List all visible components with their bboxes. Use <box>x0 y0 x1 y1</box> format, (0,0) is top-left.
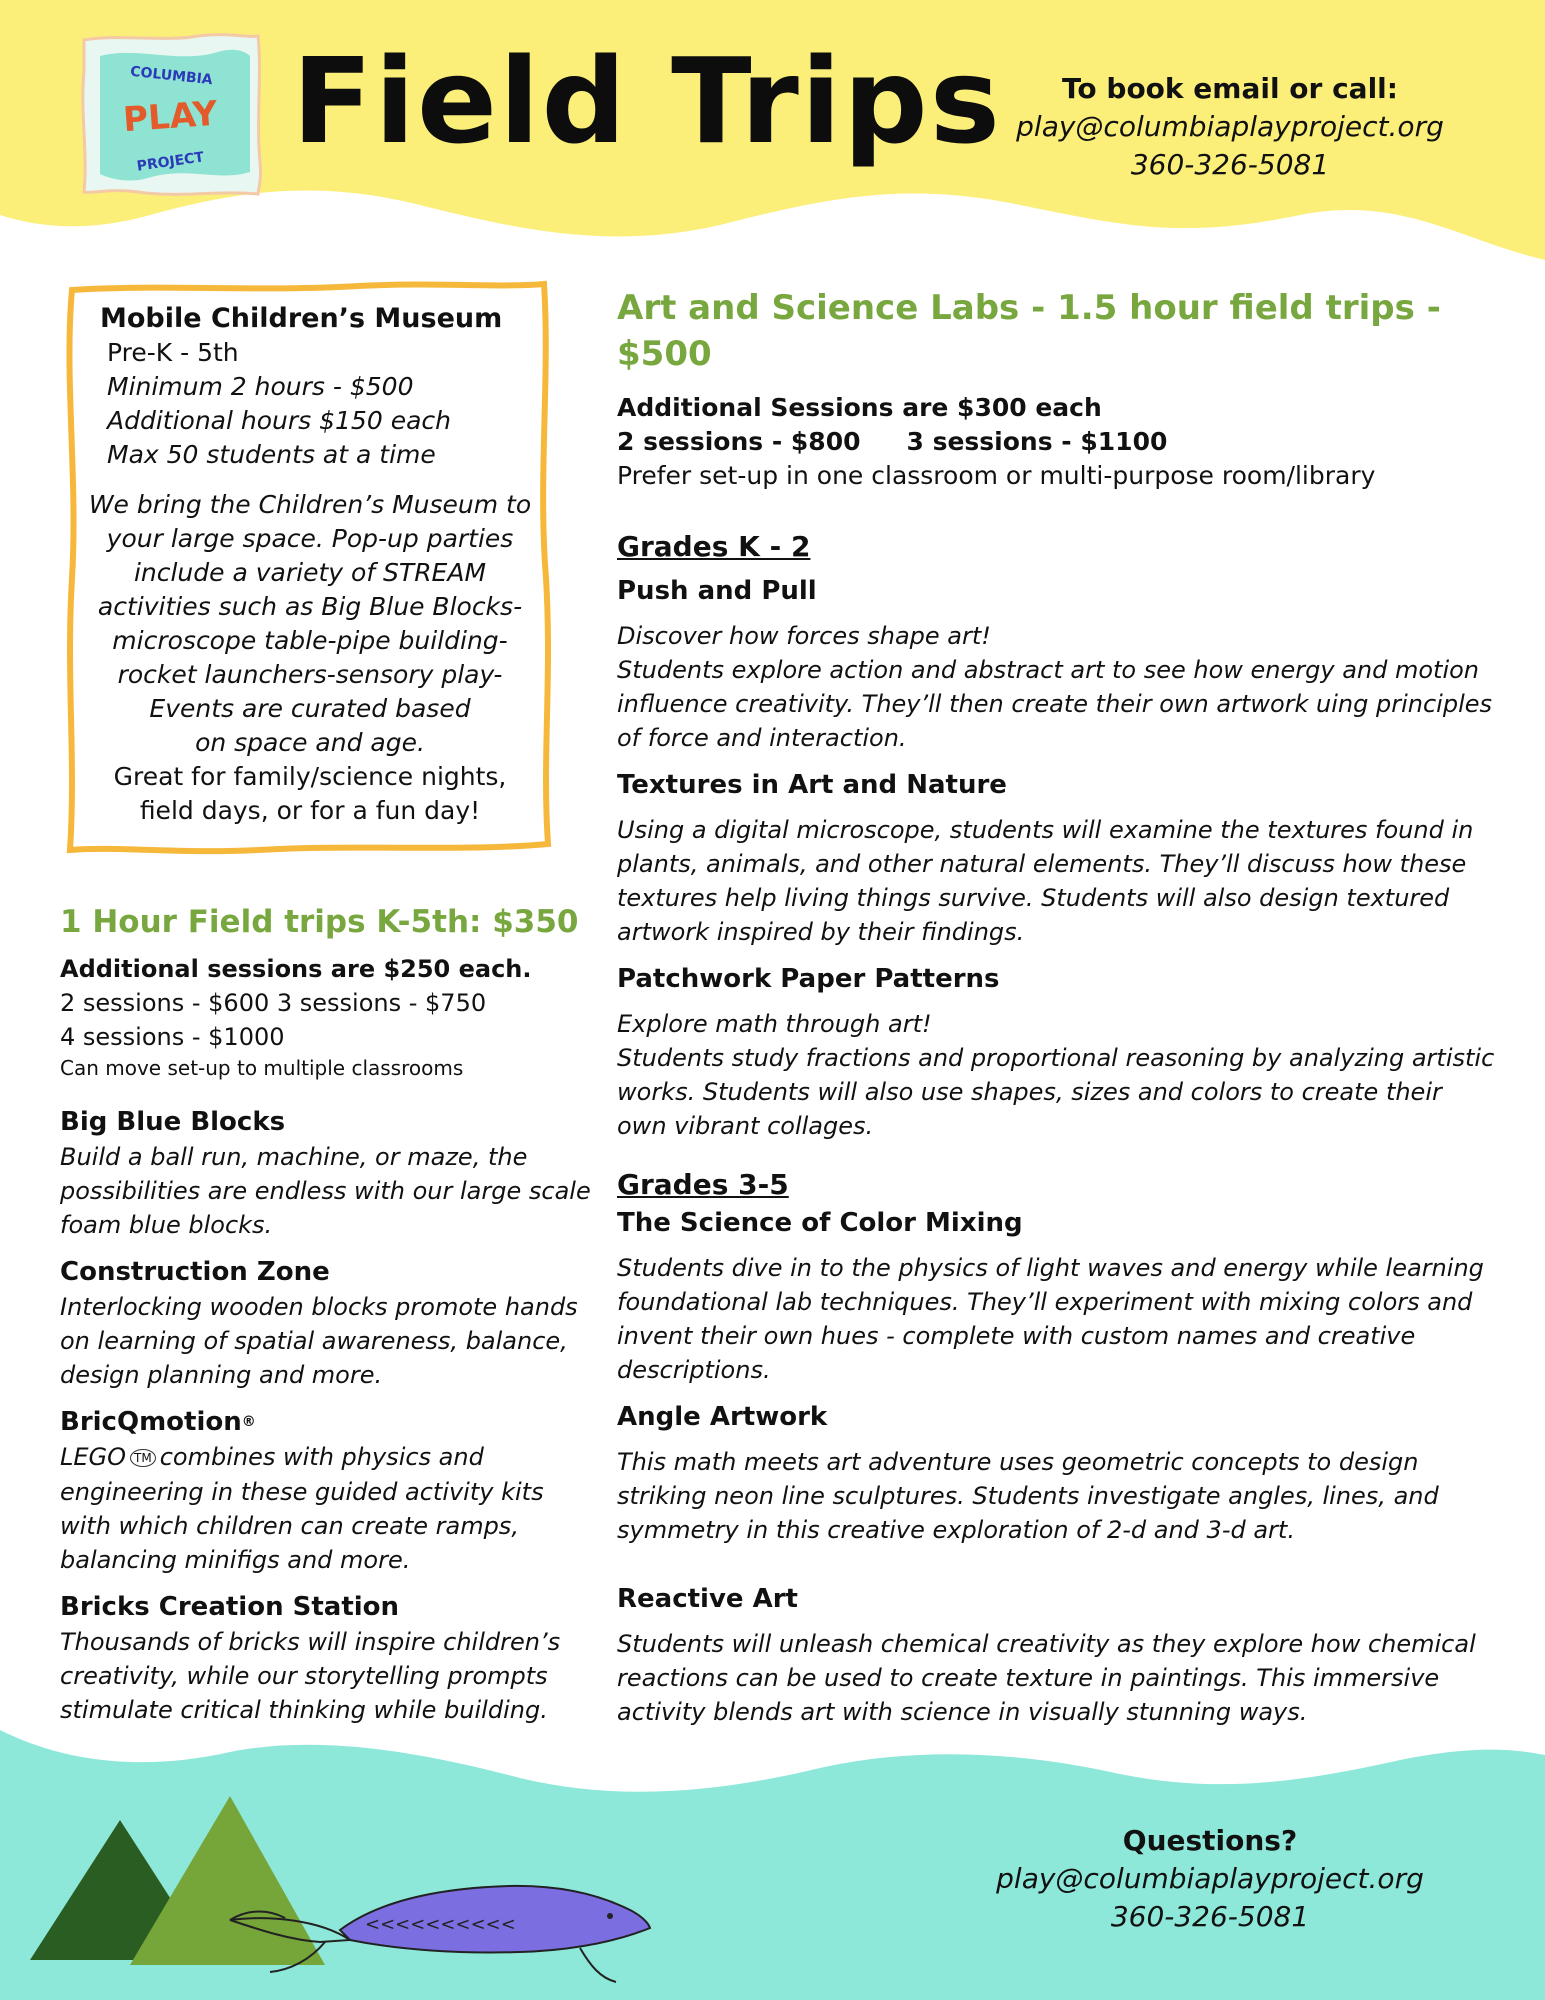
lab-description: Discover how forces shape art! Students explore action and abstract art to see how energy and motion influence creativity. They’ll then create their own artwork uing principles of force and interaction. <box>617 622 1493 752</box>
labs-pricing <box>617 425 1497 459</box>
activity-title: Big Blue Blocks <box>60 1107 286 1137</box>
museum-description <box>80 488 540 828</box>
museum-desc-line: activities such as Big Blue Blocks- <box>97 592 523 621</box>
logo-text-play: PLAY <box>121 93 219 141</box>
lab-title: Textures in Art and Nature <box>617 770 1007 800</box>
museum-max: Max 50 students at a time <box>107 440 436 469</box>
lab-title: Patchwork Paper Patterns <box>617 964 1000 994</box>
booking-email-link[interactable]: play@columbiaplayproject.org <box>1016 110 1444 143</box>
footer-email-link[interactable]: play@columbiaplayproject.org <box>996 1862 1424 1895</box>
logo-text-columbia: COLUMBIA <box>129 63 214 89</box>
activity-description: Interlocking wooden blocks promote hands on learning of spatial awareness, balance, design planning and more. <box>60 1293 578 1389</box>
mobile-museum-section <box>80 302 540 828</box>
activity-description: Build a ball run, machine, or maze, the possibilities are endless with our large scale foam blue blocks. <box>60 1143 591 1239</box>
footer-phone-link[interactable]: 360-326-5081 <box>1110 1900 1310 1933</box>
grades-35-heading: Grades 3-5 <box>617 1168 789 1201</box>
lab-title: The Science of Color Mixing <box>617 1208 1023 1238</box>
booking-label: To book email or call: <box>1062 72 1398 105</box>
lab-description: Students dive in to the physics of light waves and energy while learning foundational lab techniques. They’ll experiment with mixing colors and invent their own hues - complete with custom names and creative descriptions. <box>617 1254 1484 1384</box>
museum-desc-line: rocket launchers-sensory play- <box>117 660 503 689</box>
labs-pricing-3: 3 sessions - $1100 <box>906 427 1168 456</box>
museum-desc-line: Events are curated based <box>149 694 471 723</box>
labs-note: Prefer set-up in one classroom or multi-purpose room/library <box>617 461 1376 490</box>
registered-mark-icon: ® <box>241 1414 256 1430</box>
questions-contact <box>940 1822 1480 1936</box>
museum-desc-line: on space and age. <box>195 728 425 757</box>
museum-desc-line: We bring the Children’s Museum to <box>88 490 532 519</box>
grades-k2-heading: Grades K - 2 <box>617 530 811 563</box>
museum-desc-line: field days, or for a fun day! <box>139 796 481 825</box>
logo-text-project: PROJECT <box>135 149 206 175</box>
lab-description: Students will unleash chemical creativity as they explore how chemical reactions can be used to create texture in paintings. This immersive activity blends art with science in visually stunning ways. <box>617 1630 1476 1726</box>
page-title: Field Trips <box>292 32 1002 170</box>
activity-title <box>60 1404 600 1440</box>
museum-heading: Mobile Children’s Museum <box>100 303 503 334</box>
lab-description: This math meets art adventure uses geometric concepts to design striking neon line sculptures. Students investigate angles, lines, and symmetry in this creative exploration of 2-d and 3-d art. <box>617 1448 1439 1544</box>
museum-desc-line: include a variety of STREAM <box>133 558 487 587</box>
labs-additional: Additional Sessions are $300 each <box>617 393 1102 422</box>
booking-phone-link[interactable]: 360-326-5081 <box>1130 148 1330 181</box>
activity-title: Construction Zone <box>60 1257 330 1287</box>
questions-label: Questions? <box>1122 1824 1298 1857</box>
one-hour-note: Can move set-up to multiple classrooms <box>60 1056 464 1080</box>
activity-description-text: combines with physics and engineering in these guided activity kits with which children can create ramps, balancing minifigs and more. <box>60 1443 544 1574</box>
museum-desc-line: microscope table-pipe building- <box>112 626 508 655</box>
museum-desc-line: Great for family/science nights, <box>113 762 507 791</box>
columbia-play-project-logo <box>78 32 264 198</box>
booking-contact <box>970 70 1490 184</box>
lab-description: Explore math through art! Students study fractions and proportional reasoning by analyzing artistic works. Students will also use shapes, sizes and colors to create their own vibrant collages. <box>617 1010 1495 1140</box>
museum-minimum: Minimum 2 hours - $500 <box>107 372 414 401</box>
lego-text: LEGO <box>60 1443 127 1471</box>
lab-title: Push and Pull <box>617 576 817 606</box>
museum-grades: Pre-K - 5th <box>107 338 239 367</box>
one-hour-section <box>60 900 600 1727</box>
activity-description <box>60 1440 600 1577</box>
one-hour-additional: Additional sessions are $250 each. <box>60 955 532 983</box>
labs-section <box>617 285 1497 1729</box>
activity-title: Bricks Creation Station <box>60 1592 400 1622</box>
labs-heading: Art and Science Labs - 1.5 hour field trips - $500 <box>617 288 1441 374</box>
lab-description: Using a digital microscope, students will examine the textures found in plants, animals, and other natural elements. They’ll discuss how these textures help living things survive. Students will also design textured artwork inspired by their findings. <box>617 816 1474 946</box>
museum-additional: Additional hours $150 each <box>107 406 451 435</box>
lab-title: Angle Artwork <box>617 1402 828 1432</box>
trademark-icon: TM <box>130 1449 156 1467</box>
one-hour-pricing: 4 sessions - $1000 <box>60 1023 285 1051</box>
footer-illustration <box>20 1790 840 2000</box>
labs-pricing-2: 2 sessions - $800 <box>617 427 861 456</box>
lab-title: Reactive Art <box>617 1584 798 1614</box>
museum-desc-line: your large space. Pop-up parties <box>106 524 514 553</box>
activity-title-text: BricQmotion <box>60 1407 242 1437</box>
one-hour-heading: 1 Hour Field trips K-5th: $350 <box>60 904 579 940</box>
one-hour-pricing: 2 sessions - $600 3 sessions - $750 <box>60 989 487 1017</box>
svg-text:<<<<<<<<<<: <<<<<<<<<< <box>365 1914 516 1935</box>
activity-description: Thousands of bricks will inspire children’s creativity, while our storytelling prompts stimulate critical thinking while building. <box>60 1628 561 1724</box>
